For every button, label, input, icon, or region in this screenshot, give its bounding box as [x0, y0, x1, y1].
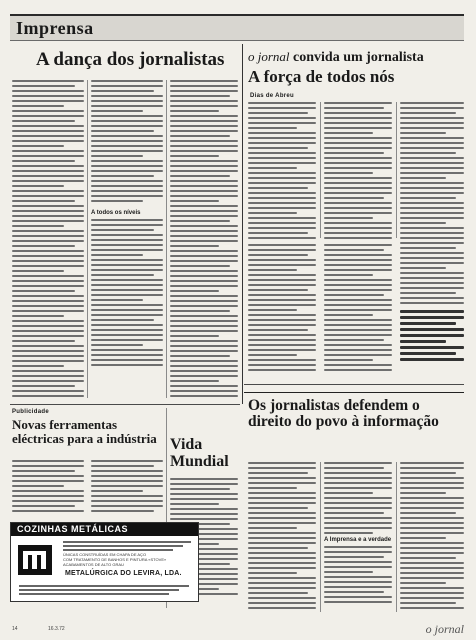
section-header [10, 14, 464, 41]
article1-subhead: A todos os níveis [91, 210, 141, 216]
article2-headline [248, 50, 424, 66]
article3-headline: Novas ferramentas eléctricas para a indústria [12, 417, 157, 446]
ad-tagline-1-placeholder [63, 541, 191, 543]
article2-masthead-logo: o jornal [248, 49, 290, 64]
column-divider [242, 44, 243, 404]
article2-headline-part1: convida um jornalista [293, 50, 424, 65]
article3-column-1 [12, 460, 84, 518]
article3-kicker: Publicidade [12, 409, 49, 415]
page-number: 14 [12, 626, 18, 632]
article5-column-3 [400, 462, 464, 612]
advertisement-box [10, 522, 199, 602]
article5-headline: Os jornalistas defendem o direito do povo à informação [248, 397, 439, 431]
article3-column-2 [91, 460, 163, 518]
ad-logo-icon [18, 545, 52, 575]
section-title: Imprensa [16, 18, 94, 38]
article4-headline: Vida Mundial [170, 436, 229, 470]
article2-headline-part2: A força de todos nós [248, 67, 395, 86]
ad-tagline-3: ACABAMENTOS DE ALTO GRAU [63, 562, 124, 567]
ad-company: METALÚRGICA DO LEVIRA, LDA. [65, 570, 182, 577]
article2-column-4 [248, 244, 316, 379]
article1-column-2 [91, 80, 163, 400]
article2-column-5 [324, 244, 392, 379]
article5-subhead: A Imprensa e a verdade [324, 537, 392, 543]
article1-column-1 [12, 80, 84, 400]
article2-column-3 [400, 102, 464, 382]
article1-column-3 [170, 80, 238, 400]
article5-column-1 [248, 462, 316, 612]
article5-column-2 [324, 462, 392, 612]
article2-byline: Dias de Abreu [250, 93, 295, 99]
ad-tagline-1: ÚNICAS CONSTRUÍDAS EM CHAPA DE AÇO [63, 552, 147, 557]
footer-logo: o jornal [425, 622, 464, 636]
article2-column-1 [248, 102, 316, 242]
article2-column-2 [324, 102, 392, 242]
ad-brand: COZINHAS METÁLICAS [11, 523, 198, 536]
article1-headline: A dança dos jornalistas [36, 49, 225, 70]
page-date: 16.3.72 [48, 626, 65, 632]
ad-tagline-2: COM TRATAMENTO DE BANHOS E PINTURA «STOVE» [63, 557, 167, 562]
